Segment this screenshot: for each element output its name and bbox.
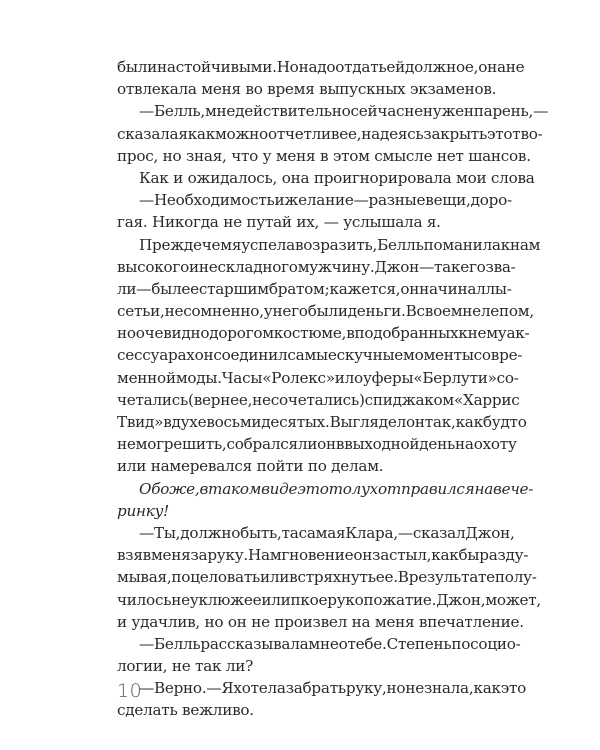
text-line: ли — был ее старшим братом; кажется, он начинал лы- (117, 279, 512, 298)
text-line: не мог решить, собрался ли он в выходной день на охоту (117, 435, 517, 454)
text-line: высокого и нескладного мужчину. Джон — так его зва- (117, 257, 516, 276)
text-line: логии, не так ли? (117, 657, 254, 676)
text-line: четались (вернее, не сочетались) с пиджаком «Харрис (117, 390, 520, 409)
text-line: менной моды. Часы «Ролекс» и лоуферы «Берлути» со- (117, 368, 519, 387)
text-line: — Необходимость и желание — разные вещи, доро- (139, 191, 512, 210)
text-line: были настойчивыми. Но надо отдать ей должное, она не (117, 58, 525, 76)
text-line: ринку! (117, 501, 169, 520)
text-line: сказала я как можно отчетливее, надеясь закрыть этот во- (117, 124, 543, 143)
body-text (117, 56, 549, 722)
text-line: сессуарах он соединил самые скучные моменты совре- (117, 346, 523, 365)
text-line: чилось неуклюжее и липкое рукопожатие. Джон, может, (117, 590, 542, 609)
text-line: взяв меня за руку. На мгновение он застыл, как бы разду- (117, 546, 529, 565)
text-line: гая. Никогда не путай их, — услышала я. (117, 213, 441, 232)
text-line: Прежде чем я успела возразить, Белль поманила к нам (139, 235, 541, 254)
text-line: — Белль, мне действительно сейчас не нужен парень, — (139, 102, 549, 121)
text-line: Твид» в духе восьмидесятых. Выглядел он так, как будто (117, 413, 527, 431)
text-line: прос, но зная, что у меня в этом смысле нет шансов. (117, 146, 531, 165)
text-line: — Верно. — Я хотела забрать руку, но не знала, как это (139, 679, 527, 698)
text-line: и удачлив, но он не произвел на меня впечатление. (117, 612, 524, 631)
text-line: О боже, в таком виде этот олух отправился на вече- (139, 479, 534, 498)
page-number: 10 (117, 680, 143, 702)
text-line: или намеревался пойти по делам. (117, 457, 384, 476)
text-line: мывая, поцеловать или встряхнуть ее. В результате полу- (117, 568, 537, 587)
text-line: сделать вежливо. (117, 701, 254, 720)
text-line: — Белль рассказывала мне о тебе. Степень по социо- (139, 634, 521, 653)
text-line: сеть и, несомненно, у него были деньги. В своем нелепом, (117, 302, 534, 321)
text-line: отвлекала меня во время выпускных экзаменов. (117, 80, 497, 99)
text-line: Как и ожидалось, она проигнорировала мои слова (139, 168, 535, 187)
text-line: — Ты, должно быть, та самая Клара, — сказал Джон, (139, 523, 515, 542)
text-line: но очевидно дорогом костюме, в подобранных к нему ак- (117, 324, 530, 343)
